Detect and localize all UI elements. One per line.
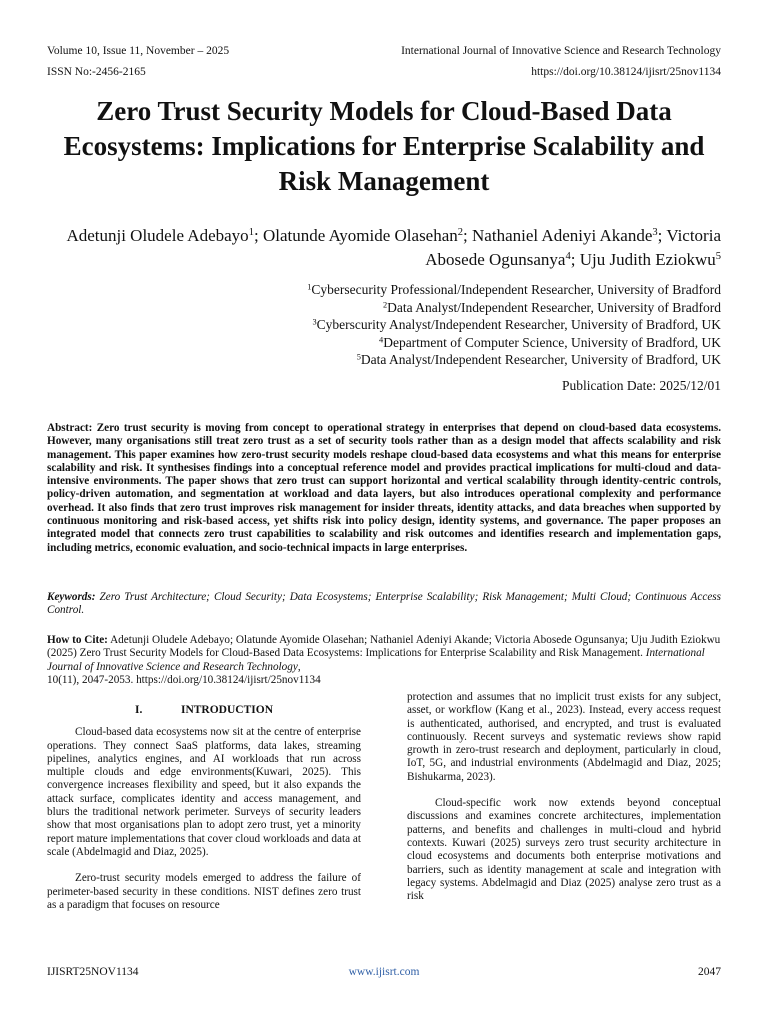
how-to-cite: How to Cite: Adetunji Oludele Adebayo; Olatunde Ayomide Olasehan; Nathaniel Adeniyi Akande; Victoria Abosede Ogunsanya; Uju Judith Eziokwu (2025) Zero Trust Security Models for Cloud-Based Data Ecosystems: Implications for Enterprise Scalability and Risk Management. International Journal of Innovative Science and Research Technology, 10(11), 2047-2053. https://doi.org/10.38124/ijisrt/25nov1134 [47, 634, 721, 686]
paragraph: Cloud-specific work now extends beyond conceptual discussions and examines concrete architectures, implementation patterns, and benefits and challenges in multi-cloud and hybrid contexts. Kuwari (2025) surveys zero trust security architecture in cloud ecosystems and documents both enterprise motivations and barriers, such as identity management at scale and integration with legacy systems. Abdelmagid and Diaz (2025) analyse zero trust as a risk [407, 797, 721, 903]
volume-info: Volume 10, Issue 11, November – 2025 [47, 45, 230, 57]
author: Adetunji Oludele Adebayo$^1$; [66, 226, 263, 245]
cite-doi-link[interactable]: 10(11), 2047-2053. https://doi.org/10.38124/ijisrt/25nov1134 [47, 673, 321, 686]
paper-title: Zero Trust Security Models for Cloud-Based Data Ecosystems: Implications for Enterprise Scalability and Risk Management [63, 96, 705, 196]
cite-label: How to Cite: [47, 634, 108, 646]
author: Nathaniel Adeniyi Akande$^3$; [472, 226, 667, 245]
author: Uju Judith Eziokwu$^5$ [579, 250, 721, 269]
affiliation: $^2$Data Analyst/Independent Researcher, University of Bradford [382, 299, 721, 315]
author: Victoria Abosede Ogunsanya$^4$; [425, 226, 721, 269]
keywords-label: Keywords: [47, 591, 96, 603]
affiliation: $^1$Cybersecurity Professional/Independent Researcher, University of Bradford [307, 282, 721, 297]
issn: ISSN No:-2456-2165 [47, 66, 146, 78]
abstract: Abstract: Zero trust security is moving from concept to operational strategy in enterprises that depend on cloud-based data ecosystems. However, many organisations still treat zero trust as a set of security tools rather than as a design model that affects scalability and risk management. This paper examines how zero-trust security models reshape cloud-based data ecosystems and what this means for enterprise scalability and risk. It synthesises findings into a conceptual reference model and provides practical implications for multi-cloud and data-intensive environments. The paper shows that zero trust can support horizontal and vertical scalability through identity-centric controls, policy-driven automation, and segmentation at workload and data layers, but also introduces operational complexity and performance overhead. It also finds that zero trust improves risk management for insider threats, identity attacks, and data breaches when supported by continuous monitoring and risk-based access, yet shifts risk into policy design, identity systems, and governance. The paper proposes an integrated model that connects zero trust capabilities to scalability and risk outcomes and identifies research and implementation gaps, including metrics, economic evaluation, and socio-technical impacts in large enterprises. [47, 422, 721, 554]
section-heading: I. INTRODUCTION [134, 704, 273, 716]
cite-journal: International Journal of Innovative Science and Research Technology [47, 647, 705, 673]
keywords-text: Zero Trust Architecture; Cloud Security; Data Ecosystems; Enterprise Scalability; Risk Management; Multi Cloud; Continuous Access Control. [47, 591, 721, 617]
keywords [47, 591, 721, 618]
journal-name: International Journal of Innovative Science and Research Technology [401, 45, 721, 57]
page-number: 2047 [698, 966, 721, 978]
footer-site-link[interactable]: www.ijisrt.com [348, 966, 420, 978]
right-column [407, 691, 721, 916]
affiliation: $^4$Department of Computer Science, University of Bradford, UK [379, 334, 721, 350]
affiliation: $^3$Cyberscurity Analyst/Independent Researcher, University of Bradford, UK [312, 317, 721, 333]
affiliation: $^5$Data Analyst/Independent Researcher, University of Bradford, UK [356, 352, 721, 368]
affiliation-list [121, 281, 721, 369]
header-doi-link[interactable]: https://doi.org/10.38124/ijisrt/25nov1134 [531, 66, 721, 78]
paragraph: protection and assumes that no implicit trust exists for any subject, asset, or workflow (Kang et al., 2023). Instead, every access request is authenticated, authorised, and encrypted, and trust is evaluated continuously. Recent surveys and systematic reviews show rapid growth in zero-trust research and deployment, particularly in cloud, IoT, 5G, and industrial environments (Abdelmagid and Diaz, 2025; Bishukarma, 2023). [407, 691, 721, 783]
paragraph: Zero-trust security models emerged to address the failure of perimeter-based security in these conditions. NIST defines zero trust as a paradigm that focuses on resource [47, 872, 361, 911]
author: Olatunde Ayomide Olasehan$^2$; [262, 226, 473, 245]
author-list [41, 224, 721, 272]
publication-date: Publication Date: 2025/12/01 [562, 378, 721, 393]
footer-paper-id: IJISRT25NOV1134 [47, 966, 139, 978]
paragraph: Cloud-based data ecosystems now sit at the centre of enterprise operations. They connect SaaS platforms, data lakes, streaming pipelines, analytics engines, and AI workloads that run across multiple clouds and edge environments(Kuwari, 2025). This convergence increases flexibility and speed, but it also expands the attack surface, complicates identity and access management, and blurs the traditional network perimeter. Surveys of security leaders show that most organisations plan to adopt zero trust, yet a minority report mature implementations that cover cloud workloads and data at scale (Abdelmagid and Diaz, 2025). [47, 726, 361, 858]
left-column [47, 704, 361, 925]
